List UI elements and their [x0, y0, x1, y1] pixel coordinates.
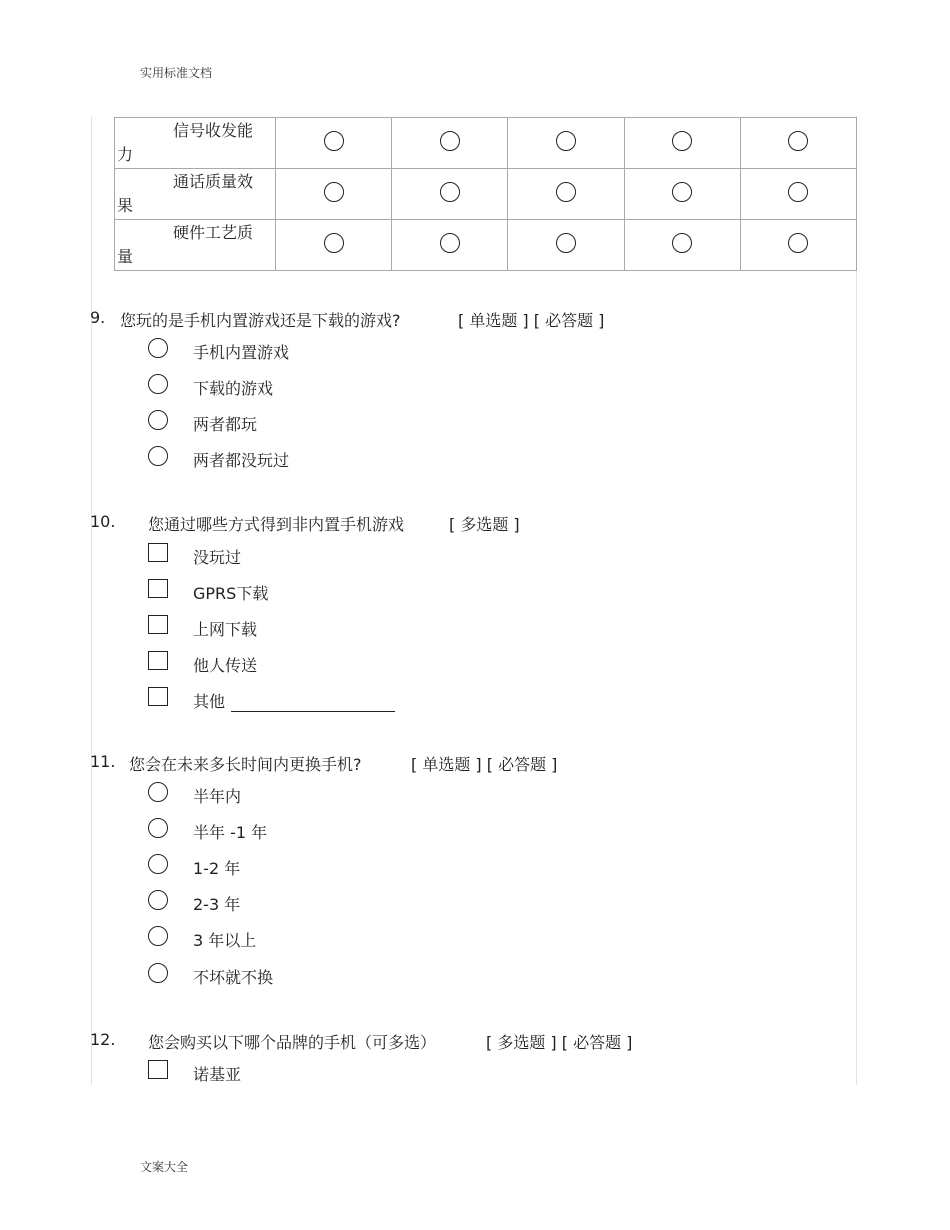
question-10-text: 您通过哪些方式得到非内置手机游戏 [148, 515, 405, 534]
matrix-row-label [115, 169, 276, 220]
radio-button[interactable] [148, 854, 168, 874]
matrix-radio[interactable] [788, 131, 808, 151]
radio-button[interactable] [148, 963, 168, 983]
matrix-radio[interactable] [788, 233, 808, 253]
option-label: 他人传送 [193, 656, 258, 675]
radio-button[interactable] [148, 926, 168, 946]
other-text-blank[interactable] [231, 697, 395, 712]
question-9-tag: [ 单选题 ] [ 必答题 ] [458, 311, 605, 330]
rating-matrix [114, 117, 857, 271]
matrix-label-line2: 力 [117, 145, 134, 164]
checkbox[interactable] [148, 615, 168, 634]
matrix-label-line2: 量 [117, 247, 134, 266]
option-label: GPRS下载 [193, 584, 269, 603]
question-12-tag: [ 多选题 ] [ 必答题 ] [486, 1033, 633, 1052]
question-10-number: 10. [90, 512, 116, 531]
matrix-radio[interactable] [556, 131, 576, 151]
page-header: 实用标准文档 [140, 66, 213, 80]
option-label: 半年内 [193, 787, 242, 806]
page-footer: 文案大全 [140, 1160, 189, 1174]
option-label: 半年 -1 年 [193, 823, 268, 842]
checkbox[interactable] [148, 579, 168, 598]
question-9-text: 您玩的是手机内置游戏还是下载的游戏? [120, 311, 401, 330]
option-label: 下载的游戏 [193, 379, 274, 398]
radio-button[interactable] [148, 818, 168, 838]
matrix-radio[interactable] [440, 131, 460, 151]
matrix-row [115, 118, 857, 169]
option-label: 其他 [193, 692, 226, 711]
matrix-radio[interactable] [324, 233, 344, 253]
option-label: 两者都没玩过 [193, 451, 290, 470]
radio-button[interactable] [148, 782, 168, 802]
question-11-number: 11. [90, 752, 116, 771]
question-11-tag: [ 单选题 ] [ 必答题 ] [411, 755, 558, 774]
option-label: 上网下载 [193, 620, 258, 639]
matrix-radio[interactable] [324, 182, 344, 202]
radio-button[interactable] [148, 410, 168, 430]
question-12-text: 您会购买以下哪个品牌的手机（可多选） [148, 1033, 437, 1052]
matrix-row-label [115, 220, 276, 271]
matrix-radio[interactable] [440, 182, 460, 202]
radio-button[interactable] [148, 338, 168, 358]
matrix-radio[interactable] [324, 131, 344, 151]
checkbox[interactable] [148, 651, 168, 670]
matrix-label-line1: 信号收发能 [173, 121, 254, 140]
matrix-radio[interactable] [672, 233, 692, 253]
option-label: 2-3 年 [193, 895, 241, 914]
option-label: 1-2 年 [193, 859, 241, 878]
question-12-number: 12. [90, 1030, 116, 1049]
question-9-number: 9. [90, 308, 106, 327]
radio-button[interactable] [148, 374, 168, 394]
matrix-radio[interactable] [788, 182, 808, 202]
option-label: 诺基亚 [193, 1065, 242, 1084]
option-label: 手机内置游戏 [193, 343, 290, 362]
option-label: 3 年以上 [193, 931, 257, 950]
matrix-radio[interactable] [440, 233, 460, 253]
matrix-label-line2: 果 [117, 196, 134, 215]
matrix-label-line1: 通话质量效 [173, 172, 254, 191]
checkbox[interactable] [148, 543, 168, 562]
matrix-radio[interactable] [672, 182, 692, 202]
frame-left-border [91, 116, 92, 1085]
matrix-radio[interactable] [556, 182, 576, 202]
matrix-row [115, 220, 857, 271]
matrix-radio[interactable] [672, 131, 692, 151]
radio-button[interactable] [148, 890, 168, 910]
radio-button[interactable] [148, 446, 168, 466]
checkbox[interactable] [148, 687, 168, 706]
checkbox[interactable] [148, 1060, 168, 1079]
option-label-with-blank [193, 689, 395, 712]
matrix-row [115, 169, 857, 220]
option-label: 没玩过 [193, 548, 242, 567]
matrix-label-line1: 硬件工艺质 [173, 223, 254, 242]
option-label: 两者都玩 [193, 415, 258, 434]
matrix-radio[interactable] [556, 233, 576, 253]
option-label: 不坏就不换 [193, 968, 274, 987]
question-11-text: 您会在未来多长时间内更换手机? [129, 755, 362, 774]
matrix-row-label [115, 118, 276, 169]
question-10-tag: [ 多选题 ] [449, 515, 520, 534]
